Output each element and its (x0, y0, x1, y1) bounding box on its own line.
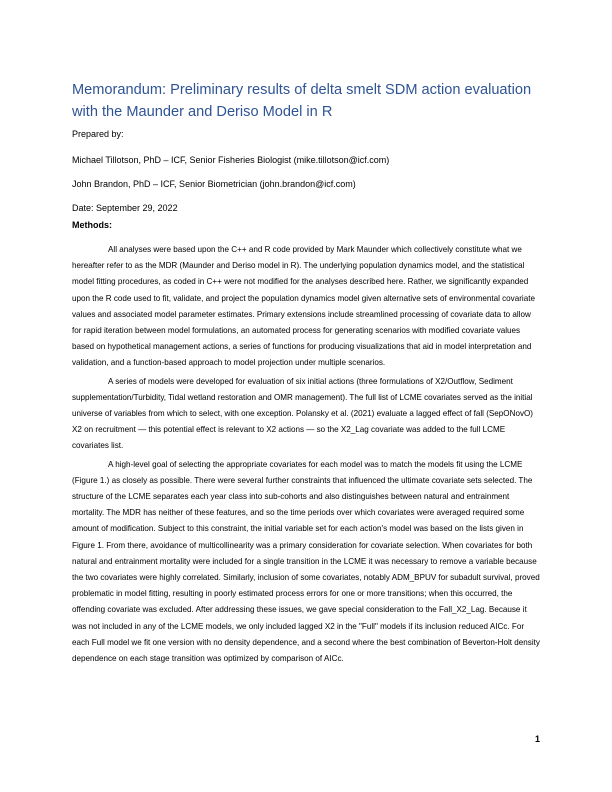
author-line: Michael Tillotson, PhD – ICF, Senior Fisheries Biologist (mike.tillotson@icf.com) (72, 155, 390, 165)
author-line: John Brandon, PhD – ICF, Senior Biometrician (john.brandon@icf.com) (72, 179, 356, 189)
memo-date: Date: September 29, 2022 (72, 203, 178, 213)
memo-title: Memorandum: Preliminary results of delta smelt SDM action evaluation with the Maunder and Deriso Model in R (72, 82, 532, 120)
section-heading-methods: Methods: (72, 220, 112, 230)
body-paragraph: A high-level goal of selecting the appropriate covariates for each model was to match the models fit using the LCME (Figure 1.) as closely as possible. There were several further constraints that influenced the ultimate covariate sets selected. The structure of the LCME separates each year class into sub-cohorts and also distinguishes between natural and entrainment mortality. The MDR has neither of these features, and so the time periods over which covariates were averaged required some amount of modification. Subject to this constraint, the initial variable set for each action's model was based on the lists given in Figure 1. From there, avoidance of multicollinearity was a primary consideration for covariate selection. When covariates for both natural and entrainment mortality were included for a single transition in the LCME it was necessary to remove a variable because the two covariates were highly correlated. Similarly, inclusion of some covariates, notably ADM_BPUV for subadult survival, proved problematic in model fitting, resulting in poorly estimated process errors for one or more transitions; when this occurred, the offending covariate was excluded. After addressing these issues, we gave special consideration to the Fall_X2_Lag. Because it was not included in any of the LCME models, we only included lagged X2 in the "Full" models if its inclusion reduced AICc. For each Full model we fit one version with no density dependence, and a second where the best combination of Beverton-Holt density dependence on each stage transition was optimized by comparison of AICc. (72, 459, 540, 664)
prepared-by-label: Prepared by: (72, 129, 124, 139)
body-paragraph: All analyses were based upon the C++ and R code provided by Mark Maunder which collectively constitute what we hereafter refer to as the MDR (Maunder and Deriso model in R). The underlying population dynamics model, and the statistical model fitting procedures, as coded in C++ were not modified for the analyses described here. Rather, we significantly expanded upon the R code used to fit, validate, and project the population dynamics model given alternative sets of environmental covariate values and associated model parameter estimates. Primary extensions include streamlined processing of covariate data to allow for rapid iteration between model formulations, an automated process for generating scenarios with modified covariate values based on hypothetical management actions, a series of functions for producing visualizations that aid in model interpretation and validation, and a function-based approach to model projection under multiple scenarios. (72, 245, 535, 368)
page-number: 1 (534, 734, 540, 744)
memo-page (72, 72, 540, 669)
body-paragraph: A series of models were developed for evaluation of six initial actions (three formulations of X2/Outflow, Sediment supplementation/Turbidity, Tidal wetland restoration and OMR management). The full list of LCME covariates served as the initial universe of variables from which to select, with one exception. Polansky et al. (2021) evaluate a lagged effect of fall (SepONovO) X2 on recruitment — this potential effect is relevant to X2 actions — so the X2_Lag covariate was added to the full LCME covariates list. (72, 376, 533, 451)
